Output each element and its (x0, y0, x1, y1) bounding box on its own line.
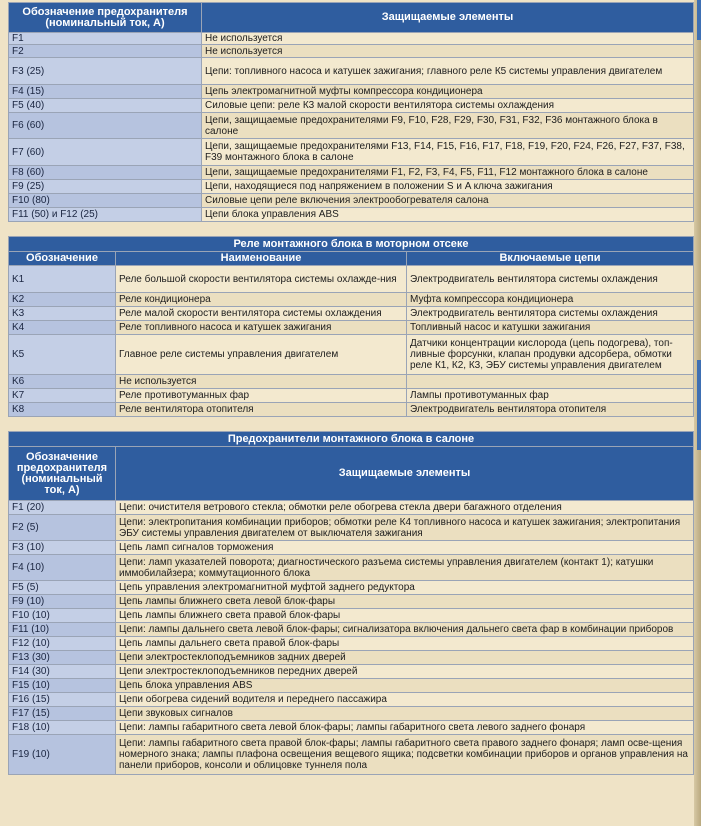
fuse-desc: Цепь управления электромагнитной муфтой заднего редуктора (116, 581, 694, 595)
relay-name: Реле противотуманных фар (116, 389, 407, 403)
fuse-code: F2 (5) (9, 515, 116, 541)
relay-circuits (407, 375, 694, 389)
table2-header-circuits: Включаемые цепи (407, 252, 694, 266)
fuse-code: F17 (15) (9, 707, 116, 721)
fuse-code: F10 (80) (9, 194, 202, 208)
fuse-desc: Цепи звуковых сигналов (116, 707, 694, 721)
fuse-code: F15 (10) (9, 679, 116, 693)
fuse-desc: Цепи обогрева сидений водителя и переднего пассажира (116, 693, 694, 707)
fuse-desc: Цепи: ламп указателей поворота; диагностического разъема системы управления двигателем (контакт 1); катушки иммобилайзера; коммутационного блока (116, 555, 694, 581)
fuse-desc: Цепи, защищаемые предохранителями F9, F10, F28, F29, F30, F31, F32, F36 монтажного блока в салоне (202, 113, 694, 139)
cabin-fuses-table (8, 446, 694, 775)
fuse-desc: Силовые цепи: реле К3 малой скорости вентилятора системы охлаждения (202, 99, 694, 113)
fuse-code: F4 (10) (9, 555, 116, 581)
relay-name: Реле вентилятора отопителя (116, 403, 407, 417)
fuse-desc: Цепи блока управления ABS (202, 208, 694, 222)
fuse-code: F9 (10) (9, 595, 116, 609)
fuse-desc: Цепь лампы дальнего света правой блок-фары (116, 637, 694, 651)
relay-name: Не используется (116, 375, 407, 389)
fuse-code: F18 (10) (9, 721, 116, 735)
fuse-code: F19 (10) (9, 735, 116, 775)
relay-circuits: Датчики концентрации кислорода (цепь подогрева), топ-ливные форсунки, клапан продувки адсорбера, обмотки реле К1, К2, К3, ЭБУ системы управления двигателем (407, 335, 694, 375)
relay-circuits: Электродвигатель вентилятора системы охлаждения (407, 266, 694, 293)
table3-header-desc: Защищаемые элементы (116, 447, 694, 501)
relay-name: Главное реле системы управления двигателем (116, 335, 407, 375)
fuse-desc: Цепь лампы ближнего света левой блок-фары (116, 595, 694, 609)
relay-code: K1 (9, 266, 116, 293)
table3-title: Предохранители монтажного блока в салоне (8, 431, 694, 446)
fuse-code: F2 (9, 45, 202, 58)
table2-header-name: Наименование (116, 252, 407, 266)
fuse-code: F6 (60) (9, 113, 202, 139)
fuse-desc: Цепи: очистителя ветрового стекла; обмотки реле обогрева стекла двери багажного отделения (116, 501, 694, 515)
table2-title: Реле монтажного блока в моторном отсеке (8, 236, 694, 251)
fuse-code: F5 (5) (9, 581, 116, 595)
fuse-desc: Цепь лампы ближнего света правой блок-фары (116, 609, 694, 623)
fuse-code: F3 (25) (9, 58, 202, 85)
engine-relays-table (8, 251, 694, 417)
relay-code: K4 (9, 321, 116, 335)
fuse-code: F7 (60) (9, 139, 202, 166)
fuse-desc: Цепи: электропитания комбинации приборов; обмотки реле К4 топливного насоса и катушек зажигания; электропитания ЭБУ системы управления двигателем от выключателя зажигания (116, 515, 694, 541)
table1-header-code: Обозначение предохранителя (номинальный ток, А) (9, 3, 202, 33)
fuse-code: F12 (10) (9, 637, 116, 651)
relay-code: K8 (9, 403, 116, 417)
relay-name: Реле малой скорости вентилятора системы охлаждения (116, 307, 407, 321)
fuse-desc: Не используется (202, 45, 694, 58)
relay-circuits: Электродвигатель вентилятора системы охлаждения (407, 307, 694, 321)
fuse-desc: Цепи: лампы дальнего света левой блок-фары; сигнализатора включения дальнего света фар в комбинации приборов (116, 623, 694, 637)
fuse-code: F10 (10) (9, 609, 116, 623)
table1-header-desc: Защищаемые элементы (202, 3, 694, 33)
relay-code: K6 (9, 375, 116, 389)
relay-circuits: Муфта компрессора кондиционера (407, 293, 694, 307)
relay-name: Реле топливного насоса и катушек зажигания (116, 321, 407, 335)
fuse-code: F1 (9, 33, 202, 45)
relay-name: Реле кондиционера (116, 293, 407, 307)
fuse-code: F5 (40) (9, 99, 202, 113)
relay-code: K3 (9, 307, 116, 321)
fuse-code: F1 (20) (9, 501, 116, 515)
fuse-desc: Силовые цепи реле включения электрообогревателя салона (202, 194, 694, 208)
fuse-desc: Цепи, находящиеся под напряжением в положении S и A ключа зажигания (202, 180, 694, 194)
fuse-desc: Цепи электростеклоподъемников передних дверей (116, 665, 694, 679)
fuse-desc: Цепи: лампы габаритного света левой блок-фары; лампы габаритного света левого заднего фонаря (116, 721, 694, 735)
edge-tab-marker (697, 0, 701, 40)
fuse-code: F3 (10) (9, 541, 116, 555)
relay-circuits: Топливный насос и катушки зажигания (407, 321, 694, 335)
fuse-desc: Цепь электромагнитной муфты компрессора кондиционера (202, 85, 694, 99)
engine-fuses-table (8, 2, 694, 222)
fuse-desc: Цепи: топливного насоса и катушек зажигания; главного реле К5 системы управления двигателем (202, 58, 694, 85)
relay-name: Реле большой скорости вентилятора системы охлажде-ния (116, 266, 407, 293)
fuse-code: F16 (15) (9, 693, 116, 707)
fuse-code: F11 (50) и F12 (25) (9, 208, 202, 222)
fuse-code: F11 (10) (9, 623, 116, 637)
fuse-code: F4 (15) (9, 85, 202, 99)
relay-code: K5 (9, 335, 116, 375)
fuse-desc: Цепи, защищаемые предохранителями F1, F2, F3, F4, F5, F11, F12 монтажного блока в салоне (202, 166, 694, 180)
fuse-code: F13 (30) (9, 651, 116, 665)
fuse-desc: Цепь ламп сигналов торможения (116, 541, 694, 555)
relay-circuits: Лампы противотуманных фар (407, 389, 694, 403)
fuse-desc: Цепи: лампы габаритного света правой блок-фары; лампы габаритного света правого заднего фонаря; ламп осве-щения номерного знака; лампы плафона освещения вещевого ящика; подсветки комбинации приборов и органов управления на панели приборов, консоли и облицовке туннеля пола (116, 735, 694, 775)
fuse-code: F9 (25) (9, 180, 202, 194)
table3-header-code: Обозначение предохранителя (номинальный ток, А) (9, 447, 116, 501)
table2-header-code: Обозначение (9, 252, 116, 266)
relay-code: K2 (9, 293, 116, 307)
fuse-desc: Цепи, защищаемые предохранителями F13, F14, F15, F16, F17, F18, F19, F20, F24, F26, F27, F37, F38, F39 монтажного блока в салоне (202, 139, 694, 166)
relay-code: K7 (9, 389, 116, 403)
fuse-code: F14 (30) (9, 665, 116, 679)
fuse-code: F8 (60) (9, 166, 202, 180)
page-content (8, 2, 694, 775)
edge-tab-marker (697, 360, 701, 450)
fuse-desc: Цепи электростеклоподъемников задних дверей (116, 651, 694, 665)
fuse-desc: Не используется (202, 33, 694, 45)
relay-circuits: Электродвигатель вентилятора отопителя (407, 403, 694, 417)
fuse-desc: Цепь блока управления ABS (116, 679, 694, 693)
